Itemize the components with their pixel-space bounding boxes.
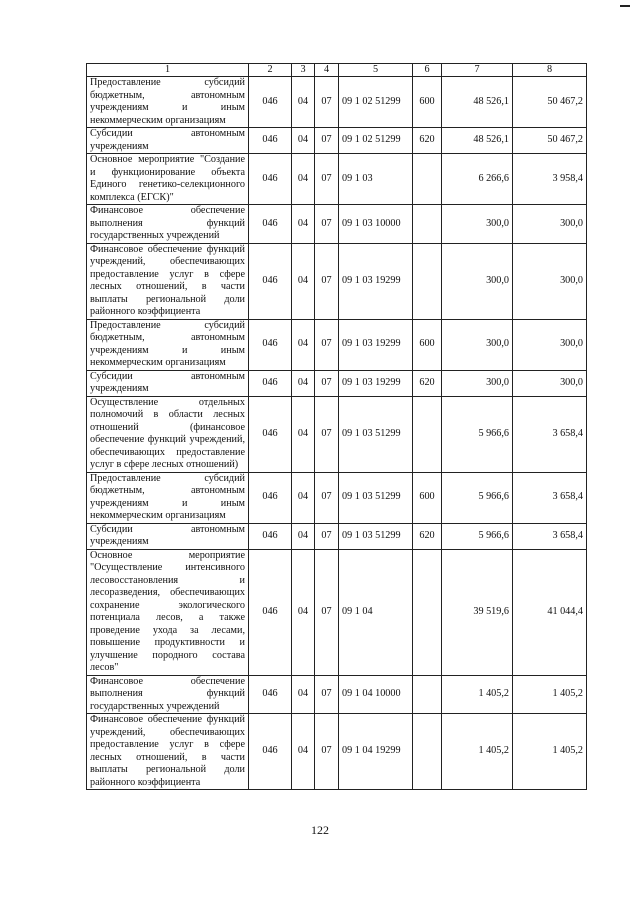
row-name-cell: Субсидии автономным учреждениям [87, 370, 249, 396]
table-row [87, 243, 587, 319]
row-value-cell: 046 [249, 472, 292, 523]
row-value-cell: 07 [315, 396, 339, 472]
row-value-cell: 09 1 03 51299 [339, 396, 413, 472]
row-value-cell: 5 966,6 [442, 396, 513, 472]
row-value-cell: 046 [249, 77, 292, 128]
row-value-cell: 046 [249, 205, 292, 244]
row-value-cell: 09 1 03 19299 [339, 319, 413, 370]
row-name-cell: Субсидии автономным учреждениям [87, 128, 249, 154]
row-value-cell: 09 1 02 51299 [339, 77, 413, 128]
row-name-cell: Финансовое обеспечение выполнения функций государственных учреждений [87, 675, 249, 714]
row-value-cell: 046 [249, 396, 292, 472]
row-name-cell: Финансовое обеспечение выполнения функций государственных учреждений [87, 205, 249, 244]
table-row [87, 396, 587, 472]
row-value-cell: 300,0 [442, 205, 513, 244]
row-value-cell: 04 [292, 523, 315, 549]
header-cell: 7 [442, 64, 513, 77]
row-value-cell: 09 1 03 [339, 154, 413, 205]
header-cell: 2 [249, 64, 292, 77]
row-value-cell: 046 [249, 319, 292, 370]
table-header-row [87, 64, 587, 77]
row-value-cell: 50 467,2 [513, 77, 587, 128]
row-value-cell: 046 [249, 549, 292, 675]
table-row [87, 472, 587, 523]
row-value-cell: 046 [249, 370, 292, 396]
row-value-cell: 07 [315, 243, 339, 319]
row-value-cell: 620 [413, 370, 442, 396]
row-value-cell: 09 1 03 10000 [339, 205, 413, 244]
row-value-cell: 300,0 [513, 205, 587, 244]
row-value-cell: 300,0 [513, 243, 587, 319]
table-row [87, 549, 587, 675]
row-value-cell: 3 958,4 [513, 154, 587, 205]
table-row [87, 77, 587, 128]
row-value-cell: 04 [292, 396, 315, 472]
row-value-cell: 48 526,1 [442, 77, 513, 128]
row-value-cell: 300,0 [442, 370, 513, 396]
row-value-cell: 04 [292, 549, 315, 675]
row-value-cell: 41 044,4 [513, 549, 587, 675]
row-value-cell: 09 1 03 19299 [339, 243, 413, 319]
row-name-cell: Предоставление субсидий бюджетным, автономным учреждениям и иным некоммерческим организациям [87, 472, 249, 523]
row-value-cell: 09 1 04 [339, 549, 413, 675]
row-value-cell: 09 1 03 19299 [339, 370, 413, 396]
row-value-cell: 04 [292, 243, 315, 319]
row-value-cell: 09 1 04 10000 [339, 675, 413, 714]
budget-table [86, 63, 587, 790]
row-name-cell: Финансовое обеспечение функций учреждений, обеспечивающих предоставление услуг в сфере лесных отношений, в части выплаты региональной доли районного коэффициента [87, 243, 249, 319]
row-value-cell: 07 [315, 675, 339, 714]
header-cell: 5 [339, 64, 413, 77]
row-value-cell: 1 405,2 [513, 714, 587, 790]
row-value-cell: 046 [249, 243, 292, 319]
row-value-cell: 620 [413, 128, 442, 154]
row-value-cell: 3 658,4 [513, 523, 587, 549]
row-name-cell: Осуществление отдельных полномочий в области лесных отношений (финансовое обеспечение функций учреждений, обеспечивающих предоставление услуг в сфере лесных отношений) [87, 396, 249, 472]
row-value-cell: 09 1 04 19299 [339, 714, 413, 790]
header-cell: 8 [513, 64, 587, 77]
row-value-cell: 300,0 [513, 370, 587, 396]
table-row [87, 370, 587, 396]
row-value-cell: 04 [292, 714, 315, 790]
row-value-cell: 1 405,2 [513, 675, 587, 714]
row-value-cell [413, 154, 442, 205]
row-value-cell: 04 [292, 472, 315, 523]
row-value-cell: 046 [249, 523, 292, 549]
table-row [87, 154, 587, 205]
row-value-cell: 04 [292, 319, 315, 370]
row-value-cell: 1 405,2 [442, 675, 513, 714]
row-value-cell: 300,0 [513, 319, 587, 370]
row-value-cell: 04 [292, 370, 315, 396]
table-row [87, 523, 587, 549]
row-value-cell: 300,0 [442, 243, 513, 319]
row-value-cell: 5 966,6 [442, 472, 513, 523]
row-value-cell: 07 [315, 370, 339, 396]
row-value-cell: 09 1 03 51299 [339, 472, 413, 523]
row-value-cell: 1 405,2 [442, 714, 513, 790]
row-value-cell: 5 966,6 [442, 523, 513, 549]
row-value-cell: 07 [315, 77, 339, 128]
row-value-cell [413, 243, 442, 319]
row-name-cell: Финансовое обеспечение функций учреждений, обеспечивающих предоставление услуг в сфере лесных отношений, в части выплаты региональной доли районного коэффициента [87, 714, 249, 790]
row-name-cell: Основное мероприятие "Осуществление интенсивного лесовосстановления и лесоразведения, обеспечивающих сохранение экологического потенциала лесов, а также проведение ухода за лесами, повышение продуктивности и улучшение породного состава лесов" [87, 549, 249, 675]
row-value-cell: 04 [292, 205, 315, 244]
header-cell: 6 [413, 64, 442, 77]
row-value-cell: 04 [292, 77, 315, 128]
header-cell: 4 [315, 64, 339, 77]
row-value-cell: 07 [315, 549, 339, 675]
row-value-cell: 046 [249, 128, 292, 154]
row-value-cell: 04 [292, 675, 315, 714]
row-value-cell: 046 [249, 675, 292, 714]
row-value-cell: 6 266,6 [442, 154, 513, 205]
row-value-cell: 300,0 [442, 319, 513, 370]
row-name-cell: Предоставление субсидий бюджетным, автономным учреждениям и иным некоммерческим организациям [87, 77, 249, 128]
row-value-cell: 39 519,6 [442, 549, 513, 675]
row-value-cell: 07 [315, 205, 339, 244]
table-row [87, 319, 587, 370]
row-value-cell: 046 [249, 154, 292, 205]
table-row [87, 714, 587, 790]
row-value-cell: 600 [413, 319, 442, 370]
row-value-cell: 07 [315, 523, 339, 549]
header-cell: 3 [292, 64, 315, 77]
row-name-cell: Субсидии автономным учреждениям [87, 523, 249, 549]
row-value-cell: 50 467,2 [513, 128, 587, 154]
row-value-cell: 04 [292, 128, 315, 154]
row-value-cell: 600 [413, 77, 442, 128]
row-value-cell: 600 [413, 472, 442, 523]
row-value-cell: 046 [249, 714, 292, 790]
row-name-cell: Основное мероприятие "Создание и функционирование объекта Единого генетико-селекционного комплекса (ЕГСК)" [87, 154, 249, 205]
row-value-cell: 07 [315, 714, 339, 790]
row-value-cell: 3 658,4 [513, 396, 587, 472]
row-value-cell: 09 1 03 51299 [339, 523, 413, 549]
row-value-cell: 07 [315, 472, 339, 523]
page-number: 122 [311, 823, 329, 837]
row-value-cell [413, 675, 442, 714]
row-name-cell: Предоставление субсидий бюджетным, автономным учреждениям и иным некоммерческим организациям [87, 319, 249, 370]
table-row [87, 675, 587, 714]
row-value-cell [413, 396, 442, 472]
table-row [87, 205, 587, 244]
header-cell: 1 [87, 64, 249, 77]
row-value-cell [413, 549, 442, 675]
row-value-cell [413, 205, 442, 244]
corner-mark [620, 5, 630, 7]
table-row [87, 128, 587, 154]
row-value-cell: 48 526,1 [442, 128, 513, 154]
row-value-cell: 07 [315, 128, 339, 154]
row-value-cell: 07 [315, 319, 339, 370]
row-value-cell: 620 [413, 523, 442, 549]
row-value-cell: 3 658,4 [513, 472, 587, 523]
row-value-cell: 04 [292, 154, 315, 205]
row-value-cell: 09 1 02 51299 [339, 128, 413, 154]
row-value-cell: 07 [315, 154, 339, 205]
row-value-cell [413, 714, 442, 790]
